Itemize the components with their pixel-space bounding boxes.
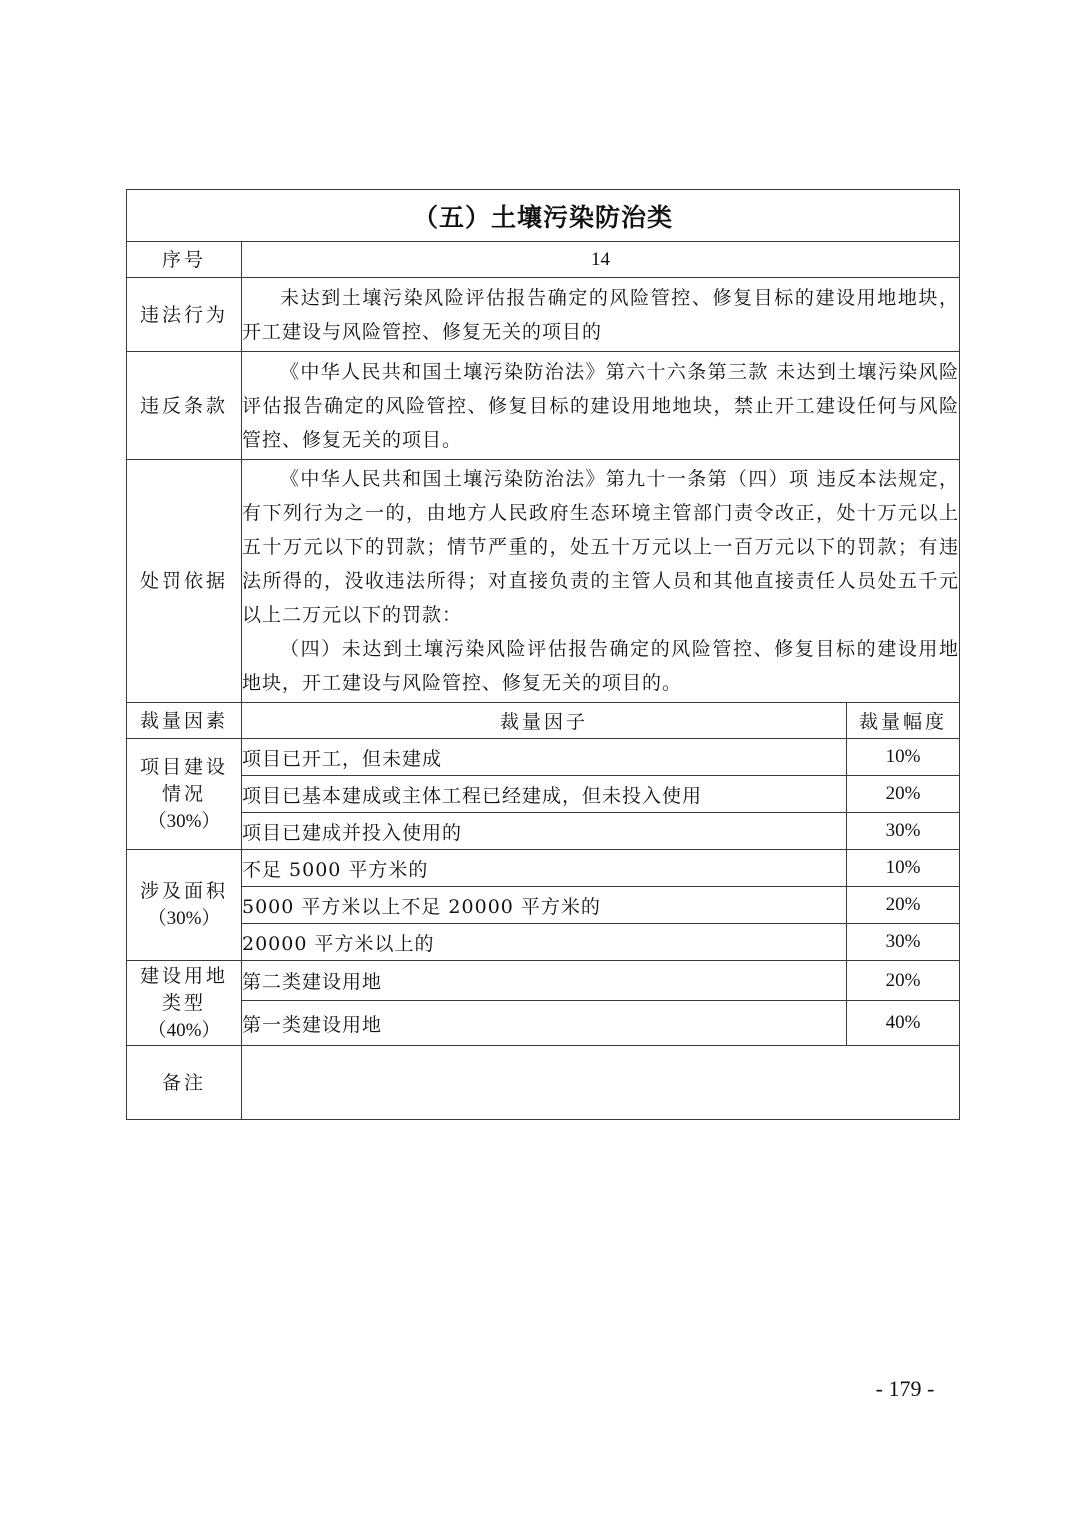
table-title: （五）土壤污染防治类	[127, 190, 960, 242]
provision-label: 违反条款	[127, 352, 242, 460]
range-cell: 20%	[847, 776, 960, 813]
group-label-line: 情况	[161, 782, 206, 805]
group-label-line: 建设用地	[139, 964, 228, 987]
factor-cell: 项目已开工，但未建成	[242, 739, 847, 776]
group-label-line: 项目建设	[139, 755, 228, 778]
group-area-label	[127, 850, 242, 961]
penalty-text-main: 《中华人民共和国土壤污染防治法》第九十一条第（四）项 违反本法规定，有下列行为之一的，由地方人民政府生态环境主管部门责令改正，处十万元以上五十万元以下的罚款；情节严重的，处五十万元以上一百万元以下的罚款；有违法所得的，没收违法所得；对直接负责的主管人员和其他直接责任人员处五千元以上二万元以下的罚款：	[242, 468, 960, 626]
provision-cell	[242, 352, 960, 460]
violation-label: 违法行为	[127, 278, 242, 352]
serial-value: 14	[242, 242, 960, 278]
factor-cell: 第二类建设用地	[242, 961, 847, 1001]
range-cell: 30%	[847, 924, 960, 961]
range-cell: 40%	[847, 1001, 960, 1046]
penalty-text-item: （四）未达到土壤污染风险评估报告确定的风险管控、修复目标的建设用地地块，开工建设与风险管控、修复无关的项目的。	[242, 638, 960, 694]
range-cell: 10%	[847, 739, 960, 776]
violation-cell	[242, 278, 960, 352]
factor-column-header: 裁量因子	[242, 703, 847, 739]
violation-text: 未达到土壤污染风险评估报告确定的风险管控、修复目标的建设用地地块，开工建设与风险管控、修复无关的项目的	[242, 286, 960, 343]
factor-cell: 5000 平方米以上不足 20000 平方米的	[242, 887, 847, 924]
factor-cell: 第一类建设用地	[242, 1001, 847, 1046]
penalty-cell	[242, 460, 960, 703]
range-cell: 20%	[847, 961, 960, 1001]
page-number: - 179 -	[875, 1376, 935, 1401]
range-column-header: 裁量幅度	[847, 703, 960, 739]
group-label-line: 类型	[161, 991, 206, 1014]
range-cell: 30%	[847, 813, 960, 850]
serial-label: 序号	[127, 242, 242, 278]
group-weight: （30%）	[147, 810, 221, 832]
factor-cell: 不足 5000 平方米的	[242, 850, 847, 887]
group-label-line: 涉及面积	[139, 880, 228, 902]
factor-cell: 20000 平方米以上的	[242, 924, 847, 961]
group-landuse-label	[127, 961, 242, 1046]
range-cell: 20%	[847, 887, 960, 924]
factor-header-label: 裁量因素	[127, 703, 242, 739]
provision-text: 《中华人民共和国土壤污染防治法》第六十六条第三款 未达到土壤污染风险评估报告确定的风险管控、修复目标的建设用地地块，禁止开工建设任何与风险管控、修复无关的项目。	[242, 360, 960, 451]
discretion-table	[126, 189, 960, 1120]
factor-cell: 项目已基本建成或主体工程已经建成，但未投入使用	[242, 776, 847, 813]
range-cell: 10%	[847, 850, 960, 887]
group-weight: （30%）	[147, 908, 221, 929]
penalty-label: 处罚依据	[127, 460, 242, 703]
factor-cell: 项目已建成并投入使用的	[242, 813, 847, 850]
group-construction-label	[127, 739, 242, 850]
remarks-label: 备注	[127, 1046, 242, 1120]
group-weight: （40%）	[147, 1019, 221, 1041]
remarks-value	[242, 1046, 960, 1120]
penalty-standard-sheet	[126, 189, 959, 1120]
